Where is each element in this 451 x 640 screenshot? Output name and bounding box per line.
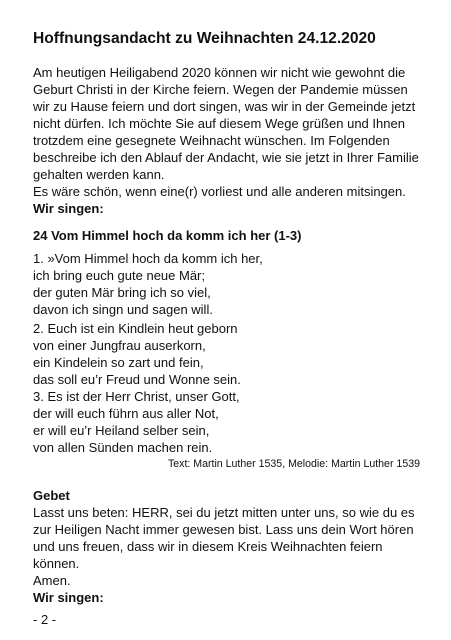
verse-line: der will euch führn aus aller Not, <box>33 406 219 421</box>
wir-singen-label: Wir singen: <box>33 590 104 605</box>
intro-line: Es wäre schön, wenn eine(r) vorliest und alle anderen mitsingen. <box>33 184 406 199</box>
verse-line: ein Kindelein so zart und fein, <box>33 355 204 370</box>
hymn-verse-1 <box>33 250 433 318</box>
verse-line: das soll eu’r Freud und Wonne sein. <box>33 372 241 387</box>
hymn-verse-2 <box>33 320 433 388</box>
prayer-line: zur Heiligen Nacht immer gewesen bist. Lass uns dein Wort hören <box>33 522 414 537</box>
hymn-credit: Text: Martin Luther 1535, Melodie: Martin Luther 1539 <box>167 458 420 470</box>
intro-line: beschreibe ich den Ablauf der Andacht, wie sie jetzt in Ihrer Familie <box>33 150 419 165</box>
intro-line: wir zu Hause feiern und dort singen, was wir in der Gemeinde jetzt <box>33 99 416 114</box>
intro-paragraph <box>33 64 433 217</box>
verse-line: ich bring euch gute neue Mär; <box>33 268 205 283</box>
verse-line: davon ich singn und sagen will. <box>33 302 213 317</box>
prayer-heading: Gebet <box>33 488 70 503</box>
wir-singen-label: Wir singen: <box>33 201 104 216</box>
verse-line: 3. Es ist der Herr Christ, unser Gott, <box>33 389 240 404</box>
hymn-verse-3 <box>33 388 433 456</box>
intro-line: Am heutigen Heiligabend 2020 können wir nicht wie gewohnt die <box>33 65 406 80</box>
verse-line: von einer Jungfrau auserkorn, <box>33 338 206 353</box>
hymn-title: 24 Vom Himmel hoch da komm ich her (1-3) <box>33 228 302 243</box>
intro-line: trotzdem eine gesegnete Weihnacht wünschen. Im Folgenden <box>33 133 390 148</box>
page-number: - 2 - <box>33 612 57 627</box>
verse-line: 1. »Vom Himmel hoch da komm ich her, <box>33 251 263 266</box>
prayer-line: können. <box>33 556 80 571</box>
page-title: Hoffnungsandacht zu Weihnachten 24.12.2020 <box>33 30 376 47</box>
verse-line: von allen Sünden machen rein. <box>33 440 213 455</box>
prayer-line: und uns freuen, dass wir in diesem Kreis Weihnachten feiern <box>33 539 383 554</box>
intro-line: nicht dürfen. Ich möchte Sie auf diesem Wege grüßen und Ihnen <box>33 116 405 131</box>
verse-line: er will eu’r Heiland selber sein, <box>33 423 210 438</box>
intro-line: Geburt Christi in der Kirche feiern. Wegen der Pandemie müssen <box>33 82 408 97</box>
verse-line: 2. Euch ist ein Kindlein heut geborn <box>33 321 238 336</box>
prayer-section <box>33 487 433 606</box>
prayer-line: Amen. <box>33 573 71 588</box>
intro-line: gehalten werden kann. <box>33 167 165 182</box>
prayer-line: Lasst uns beten: HERR, sei du jetzt mitten unter uns, so wie du es <box>33 505 415 520</box>
verse-line: der guten Mär bring ich so viel, <box>33 285 211 300</box>
